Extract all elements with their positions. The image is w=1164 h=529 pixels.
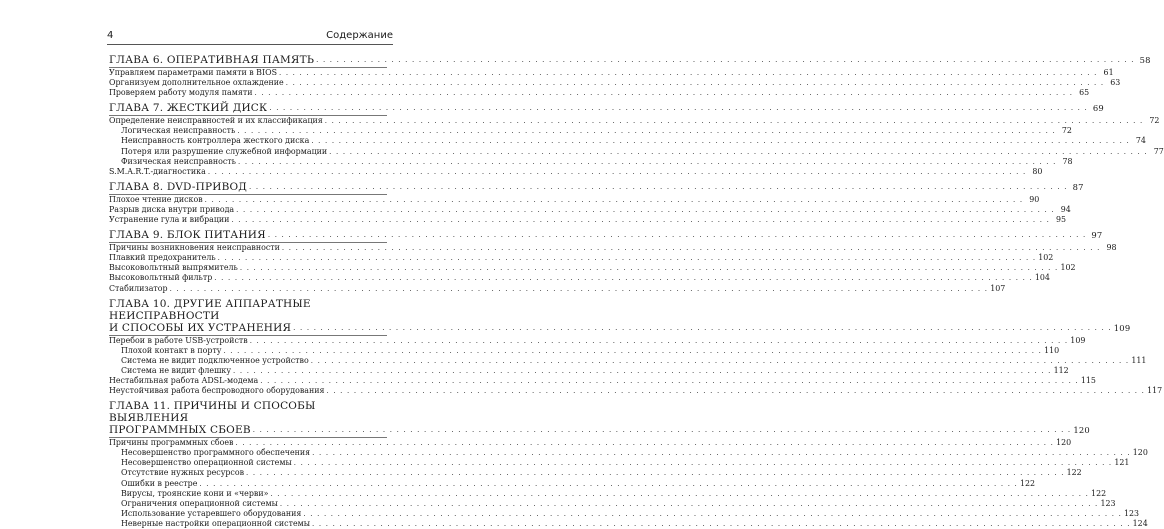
dot-leader: . . . . . . . . . . . . . . . . . . . . . . . . . . . . . . . . . . . . . . . . . . . . . . . . . . . . . . . . . . . . . . . . . . . . . . . . . . . . . . . . . . . . . . . . . . . . . . . . . . . . . . . . . . . . . . . . . . . . . . . . (236, 205, 1055, 214)
entry-page-number: 74 (1135, 136, 1146, 146)
toc-entry (109, 78, 1121, 88)
entry-page-number: 78 (1062, 156, 1073, 166)
entry-page-number: 122 (1019, 478, 1036, 488)
entry-text: S.M.A.R.T.-диагностика (109, 166, 206, 176)
toc-entry (109, 243, 1117, 253)
entry-text: Определение неисправностей и их классификация (109, 116, 323, 126)
entry-text: Несовершенство программного обеспечения (121, 448, 311, 458)
toc-subentry (109, 468, 1082, 478)
chapter-page-number: 109 (1113, 322, 1131, 333)
entry-text: Неисправность контроллера жесткого диска (121, 136, 310, 146)
entry-text: Управляем параметрами памяти в BIOS (109, 68, 277, 77)
toc-entry (109, 273, 1050, 283)
entry-text: Логическая неисправность (121, 126, 236, 136)
entry-page-number: 72 (1149, 116, 1160, 126)
chapter-page-number: 97 (1091, 230, 1103, 241)
dot-leader: . . . . . . . . . . . . . . . . . . . . . . . . . . . . . . . . . . . . . . . . . . . . . . . . . . . . . . . . . . . . . . . . . . . . . . . . . . . . . . . . . . . . . . . . . . . . . . . . . . . . . . . . . . . . . . . . . . . . . . . . (281, 244, 1101, 253)
entry-page-number: 102 (1038, 253, 1054, 263)
chapter-title (109, 180, 1084, 195)
dot-leader: . . . . . . . . . . . . . . . . . . . . . . . . . . . . . . . . . . . . . . . . . . . . . . . . . . . . . . . . . . . . . . . . . . . . . . . . . . . . . . . . . . . . . . . . . . . . . . . . . . . . . . . . . . . . . . . . . . . . . . . . (214, 274, 1033, 283)
entry-page-number: 63 (1110, 78, 1121, 88)
chapter-title-line: ГЛАВА 10. ДРУГИЕ АППАРАТНЫЕ НЕИСПРАВНОСТИ (109, 297, 311, 322)
chapter-title-line: ГЛАВА 11. ПРИЧИНЫ И СПОСОБЫ ВЫЯВЛЕНИЯ (109, 400, 316, 425)
dot-leader: . . . . . . . . . . . . . . . . . . . . . . . . . . . . . . . . . . . . . . . . . . . . . . . . . . . . . . . . . . . . . . . . . . . . . . . . . . . . . . . . . . . . . . . . . . . . . . . . . . . . . . . . . . . . . . . . . . . . . . . . (326, 387, 1146, 396)
chapter-title-text: ГЛАВА 7. ЖЕСТКИЙ ДИСК (109, 102, 268, 115)
entry-text: Причины программных сбоев (109, 438, 234, 448)
toc-subentry (109, 156, 1073, 167)
entry-text: Высоковольтный фильтр (109, 273, 213, 283)
entry-page-number: 102 (1060, 263, 1076, 273)
toc-subentry (109, 126, 1072, 136)
entry-page-number: 109 (1070, 335, 1086, 345)
toc-subentry (109, 498, 1116, 509)
dot-leader: . . . . . . . . . . . . . . . . . . . . . . . . . . . . . . . . . . . . . . . . . . . . . . . . . . . . . . . . . . . . . . . . . . . . . . . . . . . . . . . . . . . . . . . . . . . . . . . . . . . . . . . . . . . . . . . . . . . . . . . . (235, 439, 1055, 448)
entry-page-number: 90 (1029, 194, 1040, 204)
chapter-section (109, 102, 1164, 177)
entry-page-number: 112 (1053, 365, 1069, 375)
page-header (107, 28, 393, 45)
dot-leader: . . . . . . . . . . . . . . . . . . . . . . . . . . . . . . . . . . . . . . . . . . . . . . . . . . . . . . . . . . . . . . . . . . . . . . . . . . . . . . . . . . . . . . . . . . . . . . . . . . . . . . . . . . . . . . . . . . . . . . . . (237, 127, 1056, 136)
dot-leader: . . . . . . . . . . . . . . . . . . . . . . . . . . . . . . . . . . . . . . . . . . . . . . . . . . . . . . . . . . . . . . . . . . . . . . . . . . . . . . . . . . . . . . . . . . . . . . . . . . . . . . . . . . . . . . . . . . . . . . . . (217, 254, 1037, 263)
entry-page-number: 80 (1032, 166, 1043, 176)
toc-entry (109, 194, 1040, 205)
entry-text: Высоковольтный выпрямитель (109, 263, 238, 273)
entry-text: Неверные настройки операционной системы (121, 518, 311, 528)
entry-page-number: 104 (1034, 273, 1050, 283)
chapter-title-line (109, 424, 1090, 437)
dot-leader: . . . . . . . . . . . . . . . . . . . . . . . . . . . . . . . . . . . . . . . . . . . . . . . . . . . . . . . . . . . . . . . . . . . . . . . . . . . . . . . . . . . . . . . . . . . . . . . . . . . . . . . . . . . . . . . . . . . . . . . . (199, 479, 1018, 488)
dot-leader: . . . . . . . . . . . . . . . . . . . . . . . . . . . . . . . . . . . . . . . . . . . . . . . . . . . . . . . . . . . . . . . . . . . . . . . . . . . . . . . . . . . . . . . . . . . . . . . . . . . . . . . . . . . . . . . . . . . . . . . . (249, 336, 1069, 345)
entry-text: Причины возникновения неисправности (109, 243, 280, 253)
entry-page-number: 117 (1147, 386, 1163, 396)
toc-entry (109, 204, 1071, 215)
entry-page-number: 94 (1060, 204, 1071, 214)
entry-page-number: 111 (1131, 355, 1147, 365)
toc-entry (109, 116, 1160, 126)
entry-page-number: 121 (1114, 458, 1130, 468)
chapter-section (109, 54, 1151, 98)
dot-leader: . . . . . . . . . . . . . . . . . . . . . . . . . . . . . . . . . . . . . . . . . . . . . . . . . . . . . . . . . . . . . . . . . . . . . . . . . . . . . . . . . . . . . . . . . . . . . . . . . . . . . . . . . . . . . . . . . . . . . . . . (293, 459, 1113, 468)
toc-entry (109, 88, 1090, 98)
entry-text: Потеря или разрушение служебной информации (121, 146, 328, 156)
dot-leader: . . . . . . . . . . . . . . . . . . . . . . . . . . . . . . . . . . . . . . . . . . . . . . . . . . . . . . . . . . . . . . . . . . . . . . . . . . . . . . . . . . . . . . . . . . . . . . . . . . . . . . . . . . . . . . . . . . . . . . . . (310, 356, 1130, 365)
entry-text: Устранение гула и вибрации (109, 215, 230, 225)
dot-leader: . . . . . . . . . . . . . . . . . . . . . . . . . . . . . . . . . . . . . . . . . . . . . . . . . . . . . . . . . . . . . . . . . . . . . . . . . . . . . . . . . . . . . . . . . . . . . . . . . . . . . . . . . . . . . . . . . . . . . . . . (204, 195, 1024, 204)
dot-leader: . . . . . . . . . . . . . . . . . . . . . . . . . . . . . . . . . . . . . . . . . . . . . . . . . . . . . . . . . . . . . . . . . . . . . . . . . . . . . . . . . . . . . . . . . . . . . . . . . . . . . . . . . . . . . . . . . . . . . . . . (267, 231, 1087, 240)
entry-page-number: 122 (1091, 488, 1107, 498)
entry-text: Ошибки в реестре (121, 478, 198, 488)
toc-entry (109, 375, 1096, 386)
toc-entry (109, 438, 1072, 448)
dot-leader: . . . . . . . . . . . . . . . . . . . . . . . . . . . . . . . . . . . . . . . . . . . . . . . . . . . . . . . . . . . . . . . . . . . . . . . . . . . . . . . . . . . . . . . . . . . . . . . . . . . . . . . . . . . . . . . . . . . . . . . . (285, 79, 1105, 88)
chapter-page-number: 120 (1073, 425, 1090, 436)
dot-leader: . . . . . . . . . . . . . . . . . . . . . . . . . . . . . . . . . . . . . . . . . . . . . . . . . . . . . . . . . . . . . . . . . . . . . . . . . . . . . . . . . . . . . . . . . . . . . . . . . . . . . . . . . . . . . . . . . . . . . . . . (233, 366, 1052, 375)
entry-text: Несовершенство операционной системы (121, 458, 292, 468)
chapter-page-number: 58 (1139, 55, 1151, 65)
chapter-page-number: 69 (1092, 103, 1104, 114)
toc-subentry (109, 136, 1146, 146)
toc-entry (109, 386, 1163, 396)
entry-text: Организуем дополнительное охлаждение (109, 78, 284, 88)
entry-text: Разрыв диска внутри привода (109, 204, 235, 214)
entry-text: Плавкий предохранитель (109, 253, 216, 263)
toc-subentry (109, 448, 1148, 458)
chapter-section (109, 180, 1084, 225)
entry-page-number: 122 (1066, 468, 1082, 478)
toc-subentry (109, 365, 1069, 376)
chapter-title-text: И СПОСОБЫ ИХ УСТРАНЕНИЯ (109, 321, 292, 334)
dot-leader: . . . . . . . . . . . . . . . . . . . . . . . . . . . . . . . . . . . . . . . . . . . . . . . . . . . . . . . . . . . . . . . . . . . . . . . . . . . . . . . . . . . . . . . . . . . . . . . . . . . . . . . . . . . . . . . . . . . . . . . . (293, 323, 1112, 332)
entry-page-number: 115 (1080, 375, 1096, 385)
entry-page-number: 98 (1106, 243, 1117, 253)
entry-text: Физическая неисправность (121, 156, 236, 166)
chapter-title (109, 400, 1090, 438)
toc-subentry (109, 488, 1107, 499)
entry-page-number: 123 (1124, 508, 1140, 518)
toc-entry (109, 166, 1043, 177)
dot-leader: . . . . . . . . . . . . . . . . . . . . . . . . . . . . . . . . . . . . . . . . . . . . . . . . . . . . . . . . . . . . . . . . . . . . . . . . . . . . . . . . . . . . . . . . . . . . . . . . . . . . . . . . . . . . . . . . . . . . . . . . (239, 264, 1059, 273)
dot-leader: . . . . . . . . . . . . . . . . . . . . . . . . . . . . . . . . . . . . . . . . . . . . . . . . . . . . . . . . . . . . . . . . . . . . . . . . . . . . . . . . . . . . . . . . . . . . . . . . . . . . . . . . . . . . . . . . . . . . . . . . (303, 509, 1123, 518)
dot-leader: . . . . . . . . . . . . . . . . . . . . . . . . . . . . . . . . . . . . . . . . . . . . . . . . . . . . . . . . . . . . . . . . . . . . . . . . . . . . . . . . . . . . . . . . . . . . . . . . . . . . . . . . . . . . . . . . . . . . . . . . (316, 56, 1135, 64)
toc-subentry (109, 146, 1164, 157)
dot-leader: . . . . . . . . . . . . . . . . . . . . . . . . . . . . . . . . . . . . . . . . . . . . . . . . . . . . . . . . . . . . . . . . . . . . . . . . . . . . . . . . . . . . . . . . . . . . . . . . . . . . . . . . . . . . . . . . . . . . . . . . (252, 426, 1072, 435)
dot-leader: . . . . . . . . . . . . . . . . . . . . . . . . . . . . . . . . . . . . . . . . . . . . . . . . . . . . . . . . . . . . . . . . . . . . . . . . . . . . . . . . . . . . . . . . . . . . . . . . . . . . . . . . . . . . . . . . . . . . . . . . (278, 69, 1098, 77)
entry-text: Перебои в работе USB-устройств (109, 335, 248, 345)
page-number: 4 (107, 30, 114, 41)
dot-leader: . . . . . . . . . . . . . . . . . . . . . . . . . . . . . . . . . . . . . . . . . . . . . . . . . . . . . . . . . . . . . . . . . . . . . . . . . . . . . . . . . . . . . . . . . . . . . . . . . . . . . . . . . . . . . . . . . . . . . . . . (329, 147, 1148, 156)
toc-entry (109, 215, 1067, 225)
entry-text: Проверяем работу модуля памяти (109, 88, 253, 98)
chapter-section (109, 400, 1148, 529)
chapter-title (109, 54, 1151, 68)
chapter-title (109, 102, 1104, 116)
entry-page-number: 61 (1103, 68, 1114, 77)
dot-leader: . . . . . . . . . . . . . . . . . . . . . . . . . . . . . . . . . . . . . . . . . . . . . . . . . . . . . . . . . . . . . . . . . . . . . . . . . . . . . . . . . . . . . . . . . . . . . . . . . . . . . . . . . . . . . . . . . . . . . . . . (246, 469, 1065, 478)
entry-text: Вирусы, троянские кони и «черви» (121, 488, 269, 498)
chapter-title-text: ГЛАВА 9. БЛОК ПИТАНИЯ (109, 229, 266, 242)
chapter-page-number: 87 (1072, 181, 1084, 192)
entry-page-number: 72 (1061, 126, 1072, 136)
entry-page-number: 120 (1056, 438, 1072, 448)
entry-text: Использование устаревшего оборудования (121, 508, 302, 518)
toc-entry (109, 253, 1054, 263)
entry-text: Система не видит флешку (121, 365, 231, 375)
dot-leader: . . . . . . . . . . . . . . . . . . . . . . . . . . . . . . . . . . . . . . . . . . . . . . . . . . . . . . . . . . . . . . . . . . . . . . . . . . . . . . . . . . . . . . . . . . . . . . . . . . . . . . . . . . . . . . . . . . . . . . . . (254, 89, 1074, 98)
chapter-title-text: ГЛАВА 8. DVD-ПРИВОД (109, 180, 248, 193)
entry-page-number: 124 (1132, 518, 1148, 528)
entry-text: Плохой контакт в порту (121, 345, 222, 355)
toc-entry (109, 283, 1006, 294)
dot-leader: . . . . . . . . . . . . . . . . . . . . . . . . . . . . . . . . . . . . . . . . . . . . . . . . . . . . . . . . . . . . . . . . . . . . . . . . . . . . . . . . . . . . . . . . . . . . . . . . . . . . . . . . . . . . . . . . . . . . . . . . (324, 117, 1144, 126)
entry-text: Система не видит подключенное устройство (121, 355, 309, 365)
dot-leader: . . . . . . . . . . . . . . . . . . . . . . . . . . . . . . . . . . . . . . . . . . . . . . . . . . . . . . . . . . . . . . . . . . . . . . . . . . . . . . . . . . . . . . . . . . . . . . . . . . . . . . . . . . . . . . . . . . . . . . . . (270, 489, 1090, 498)
toc-subentry (109, 458, 1130, 468)
toc-entry (109, 335, 1086, 346)
entry-text: Неустойчивая работа беспроводного оборудования (109, 386, 325, 396)
entry-text: Нестабильная работа ADSL-модема (109, 375, 259, 385)
entry-text: Стабилизатор (109, 283, 168, 293)
running-title: Содержание (326, 30, 393, 41)
entry-page-number: 65 (1079, 88, 1090, 98)
table-of-contents (109, 54, 1164, 529)
entry-page-number: 77 (1153, 146, 1164, 156)
toc-subentry (109, 355, 1147, 366)
chapter-title (109, 229, 1103, 243)
toc-subentry (109, 508, 1140, 519)
chapter-title-text: ГЛАВА 6. ОПЕРАТИВНАЯ ПАМЯТЬ (109, 54, 315, 66)
dot-leader: . . . . . . . . . . . . . . . . . . . . . . . . . . . . . . . . . . . . . . . . . . . . . . . . . . . . . . . . . . . . . . . . . . . . . . . . . . . . . . . . . . . . . . . . . . . . . . . . . . . . . . . . . . . . . . . . . . . . . . . . (260, 376, 1079, 385)
entry-page-number: 123 (1100, 498, 1116, 508)
entry-page-number: 95 (1056, 215, 1067, 225)
chapter-section (109, 229, 1117, 293)
dot-leader: . . . . . . . . . . . . . . . . . . . . . . . . . . . . . . . . . . . . . . . . . . . . . . . . . . . . . . . . . . . . . . . . . . . . . . . . . . . . . . . . . . . . . . . . . . . . . . . . . . . . . . . . . . . . . . . . . . . . . . . . (237, 157, 1057, 166)
dot-leader: . . . . . . . . . . . . . . . . . . . . . . . . . . . . . . . . . . . . . . . . . . . . . . . . . . . . . . . . . . . . . . . . . . . . . . . . . . . . . . . . . . . . . . . . . . . . . . . . . . . . . . . . . . . . . . . . . . . . . . . . (169, 284, 989, 293)
entry-page-number: 120 (1132, 448, 1148, 458)
dot-leader: . . . . . . . . . . . . . . . . . . . . . . . . . . . . . . . . . . . . . . . . . . . . . . . . . . . . . . . . . . . . . . . . . . . . . . . . . . . . . . . . . . . . . . . . . . . . . . . . . . . . . . . . . . . . . . . . . . . . . . . . (249, 182, 1068, 191)
dot-leader: . . . . . . . . . . . . . . . . . . . . . . . . . . . . . . . . . . . . . . . . . . . . . . . . . . . . . . . . . . . . . . . . . . . . . . . . . . . . . . . . . . . . . . . . . . . . . . . . . . . . . . . . . . . . . . . . . . . . . . . . (311, 137, 1130, 146)
entry-text: Плохое чтение дисков (109, 194, 203, 204)
chapter-title-text: ПРОГРАММНЫХ СБОЕВ (109, 424, 251, 437)
entry-text: Ограничения операционной системы (121, 498, 278, 508)
toc-entry (109, 68, 1114, 78)
toc-subentry (109, 478, 1036, 489)
entry-page-number: 107 (990, 283, 1006, 293)
entry-page-number: 110 (1044, 345, 1060, 355)
chapter-section (109, 297, 1163, 397)
chapter-title-line (109, 321, 1131, 334)
dot-leader: . . . . . . . . . . . . . . . . . . . . . . . . . . . . . . . . . . . . . . . . . . . . . . . . . . . . . . . . . . . . . . . . . . . . . . . . . . . . . . . . . . . . . . . . . . . . . . . . . . . . . . . . . . . . . . . . . . . . . . . . (312, 519, 1131, 528)
dot-leader: . . . . . . . . . . . . . . . . . . . . . . . . . . . . . . . . . . . . . . . . . . . . . . . . . . . . . . . . . . . . . . . . . . . . . . . . . . . . . . . . . . . . . . . . . . . . . . . . . . . . . . . . . . . . . . . . . . . . . . . . (207, 167, 1027, 176)
dot-leader: . . . . . . . . . . . . . . . . . . . . . . . . . . . . . . . . . . . . . . . . . . . . . . . . . . . . . . . . . . . . . . . . . . . . . . . . . . . . . . . . . . . . . . . . . . . . . . . . . . . . . . . . . . . . . . . . . . . . . . . . (223, 346, 1043, 355)
entry-text: Отсутствие нужных ресурсов (121, 468, 245, 478)
dot-leader: . . . . . . . . . . . . . . . . . . . . . . . . . . . . . . . . . . . . . . . . . . . . . . . . . . . . . . . . . . . . . . . . . . . . . . . . . . . . . . . . . . . . . . . . . . . . . . . . . . . . . . . . . . . . . . . . . . . . . . . . (312, 449, 1131, 458)
toc-subentry (109, 518, 1148, 529)
dot-leader: . . . . . . . . . . . . . . . . . . . . . . . . . . . . . . . . . . . . . . . . . . . . . . . . . . . . . . . . . . . . . . . . . . . . . . . . . . . . . . . . . . . . . . . . . . . . . . . . . . . . . . . . . . . . . . . . . . . . . . . . (269, 104, 1088, 113)
toc-entry (109, 263, 1076, 273)
dot-leader: . . . . . . . . . . . . . . . . . . . . . . . . . . . . . . . . . . . . . . . . . . . . . . . . . . . . . . . . . . . . . . . . . . . . . . . . . . . . . . . . . . . . . . . . . . . . . . . . . . . . . . . . . . . . . . . . . . . . . . . . (279, 499, 1099, 508)
chapter-title (109, 297, 1131, 336)
toc-subentry (109, 345, 1060, 356)
dot-leader: . . . . . . . . . . . . . . . . . . . . . . . . . . . . . . . . . . . . . . . . . . . . . . . . . . . . . . . . . . . . . . . . . . . . . . . . . . . . . . . . . . . . . . . . . . . . . . . . . . . . . . . . . . . . . . . . . . . . . . . . (231, 216, 1051, 225)
